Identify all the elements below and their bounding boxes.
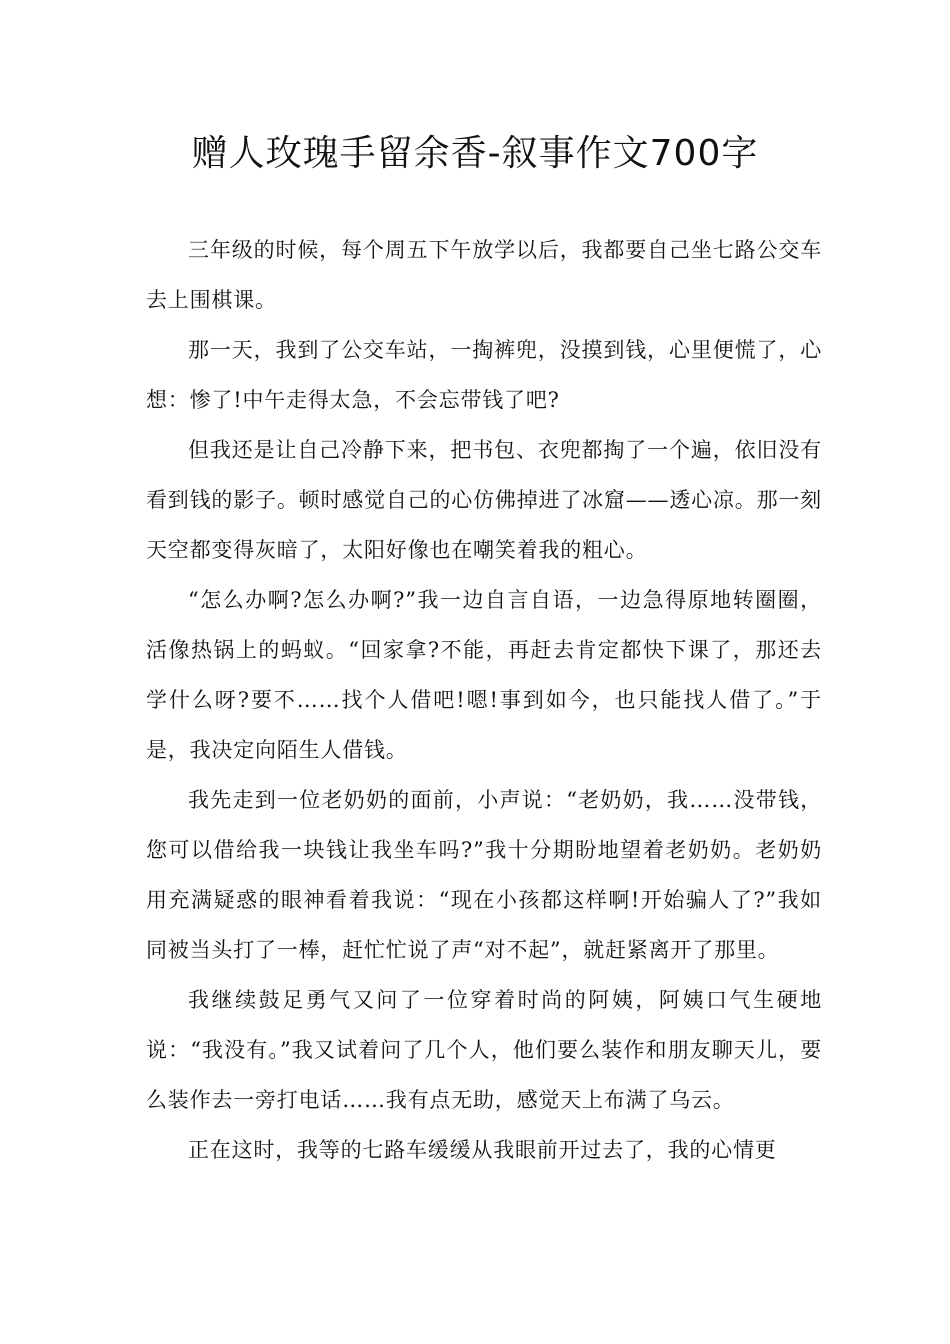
paragraph-1: 三年级的时候，每个周五下午放学以后，我都要自己坐七路公交车去上围棋课。: [146, 238, 822, 312]
paragraph-2: 那一天，我到了公交车站，一掏裤兜，没摸到钱，心里便慌了，心想：惨了!中午走得太急，不会忘带钱了吧?: [146, 338, 822, 412]
document-title: 赠人玫瑰手留余香-叙事作文700字: [191, 133, 759, 174]
paragraph-3: 但我还是让自己冷静下来，把书包、衣兜都掏了一个遍，依旧没有看到钱的影子。顿时感觉自己的心仿佛掉进了冰窟——透心凉。那一刻天空都变得灰暗了，太阳好像也在嘲笑着我的粗心。: [146, 438, 822, 562]
paragraph-7: 正在这时，我等的七路车缓缓从我眼前开过去了，我的心情更: [188, 1138, 777, 1162]
paragraph-6: 我继续鼓足勇气又问了一位穿着时尚的阿姨，阿姨口气生硬地说：“我没有。”我又试着问了几个人，他们要么装作和朋友聊天儿，要么装作去一旁打电话……我有点无助，感觉天上布满了乌云。: [146, 988, 822, 1112]
paragraph-5: 我先走到一位老奶奶的面前，小声说：“老奶奶，我……没带钱，您可以借给我一块钱让我坐车吗?”我十分期盼地望着老奶奶。老奶奶用充满疑惑的眼神看着我说：“现在小孩都这样啊!开始骗人了?”我如同被当头打了一棒，赶忙忙说了声“对不起”，就赶紧离开了那里。: [146, 788, 822, 962]
document-body: [146, 225, 822, 1175]
paragraph-4: “怎么办啊?怎么办啊?”我一边自言自语，一边急得原地转圈圈，活像热锅上的蚂蚁。“回家拿?不能，再赶去肯定都快下课了，那还去学什么呀?要不……找个人借吧!嗯!事到如今，也只能找人借了。”于是，我决定向陌生人借钱。: [146, 588, 822, 762]
